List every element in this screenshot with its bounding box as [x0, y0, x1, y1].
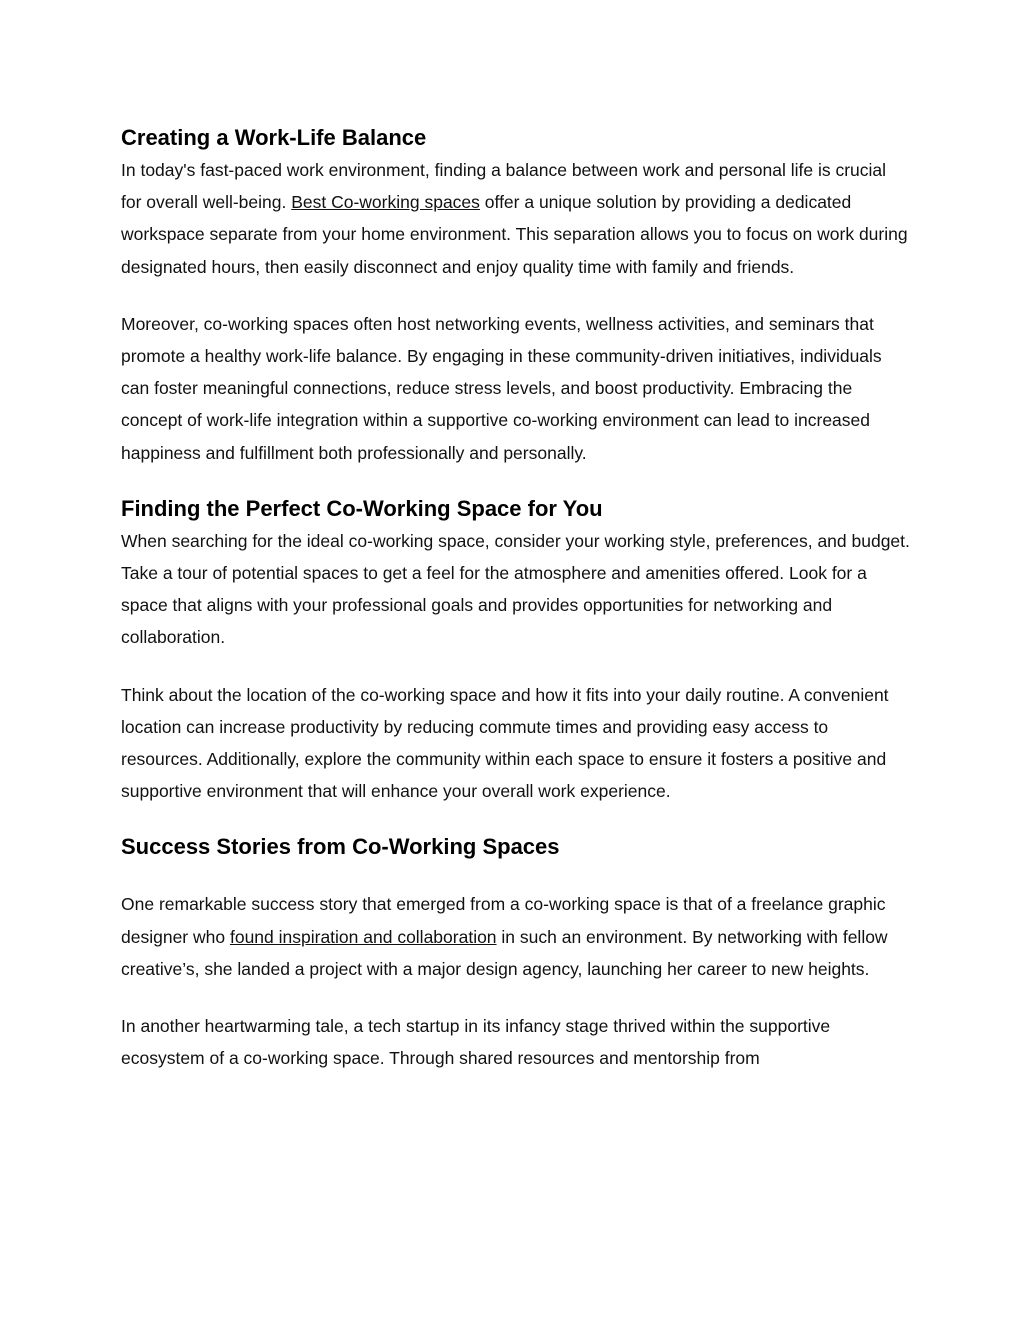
- section-heading-finding-space: Finding the Perfect Co-Working Space for You: [121, 495, 603, 521]
- section-heading-work-life-balance: Creating a Work-Life Balance: [121, 125, 427, 150]
- found-inspiration-link[interactable]: found inspiration and collaboration: [229, 926, 497, 947]
- paragraph-finding-space-location: Think about the location of the co-working space and how it fits into your daily routine. A convenient location can increase productivity by reducing commute times and providing easy access to resources. Additionally, explore the community within each space to ensure it fosters a positive and supportive environment that will enhance your overall work experience.: [121, 684, 889, 802]
- paragraph-work-life-balance-events: Moreover, co-working spaces often host networking events, wellness activities, and seminars that promote a healthy work-life balance. By engaging in these community-driven initiatives, individuals can foster meaningful connections, reduce stress levels, and boost productivity. Embracing the concept of work-life integration within a supportive co-working environment can lead to increased happiness and fulfillment both professionally and personally.: [121, 313, 882, 463]
- paragraph-text: offer a unique solution by providing a dedicated workspace separate from your home environment. This separation allows you to focus on work during designated hours, then easily disconnect and enjoy quality time with family and friends.: [121, 192, 908, 277]
- paragraph-success-startup: In another heartwarming tale, a tech startup in its infancy stage thrived within the supportive ecosystem of a co-working space. Through shared resources and mentorship from: [121, 1016, 831, 1069]
- paragraph-text: In today's fast-paced work environment, finding a balance between work and personal life is crucial for overall well-being.: [121, 160, 887, 213]
- document-page: [121, 122, 911, 1074]
- paragraph-text: in such an environment. By networking with fellow creative’s, she landed a project with a major design agency, launching her career to new heights.: [121, 926, 888, 979]
- paragraph-text: One remarkable success story that emerged from a co-working space is that of a freelance graphic designer who: [121, 894, 886, 947]
- paragraph-success-designer: [121, 888, 911, 985]
- paragraph-work-life-balance-intro: [121, 154, 911, 283]
- paragraph-finding-space-intro: When searching for the ideal co-working space, consider your working style, preferences, and budget. Take a tour of potential spaces to get a feel for the atmosphere and amenities offered. Look for a space that aligns with your professional goals and provides opportunities for networking and collaboration.: [121, 530, 910, 648]
- section-heading-success-stories: Success Stories from Co-Working Spaces: [121, 834, 560, 860]
- best-coworking-spaces-link[interactable]: Best Co-working spaces: [291, 192, 480, 213]
